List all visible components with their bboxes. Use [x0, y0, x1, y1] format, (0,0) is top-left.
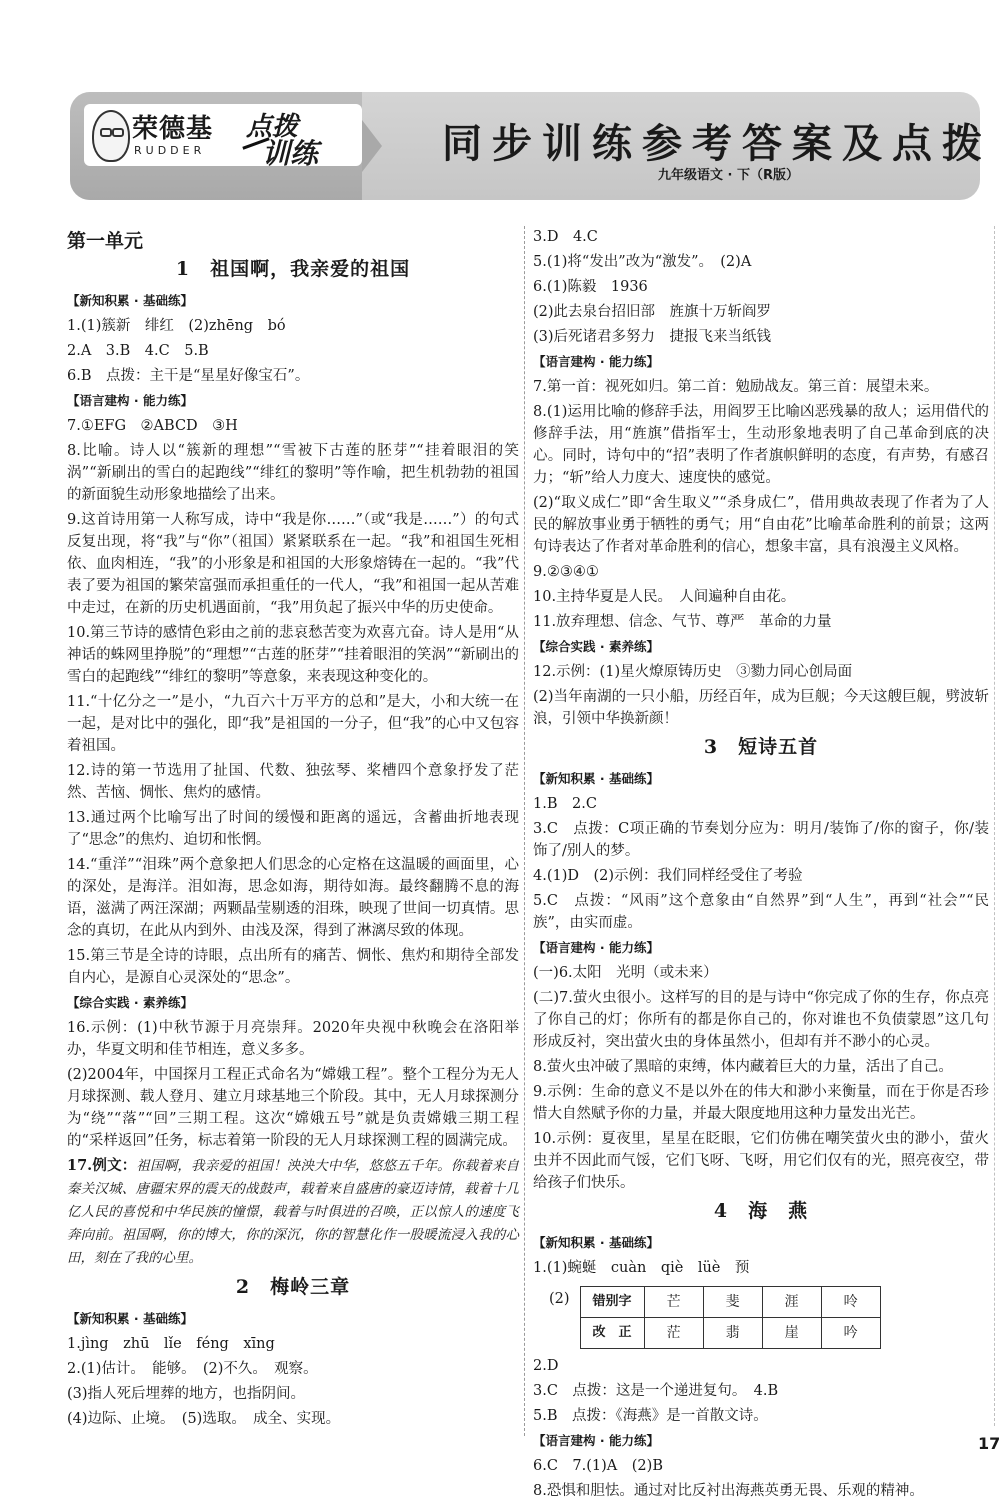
answer-item: 8.(1)运用比喻的修辞手法，用阎罗王比喻凶恶残暴的敌人；运用借代的修辞手法，用“旌旗”借指军士，生动形象地表明了自己革命到底的决心。同时，诗句中的“招”表明了作者旗帜鲜明的态度，有声势，有感召力；“斩”给人力度大、速度快的感觉。	[533, 404, 989, 486]
table-cell: 芒	[644, 1287, 703, 1318]
answer-item: 6.C 7.(1)A (2)B	[533, 1458, 663, 1474]
answer-item: 4.(1)D (2)示例：我们同样经受住了考验	[533, 868, 803, 884]
table-cell: 呤	[821, 1287, 880, 1318]
essay-label: 17.例文：	[67, 1157, 137, 1174]
answer-item: 8.恐惧和胆怯。通过对比反衬出海燕英勇无畏、乐观的精神。	[533, 1483, 924, 1499]
answer-item: 1.(1)蜿蜒 cuàn qiè lüè 预	[533, 1260, 750, 1276]
answer-item: (2)“取义成仁”即“舍生取义”“杀身成仁”，借用典故表现了作者为了人民的解放事业勇于牺牲的勇气；用“自由花”比喻革命胜利的前景；这两句诗表达了作者对革命胜利的信心，想象丰富，具有浪漫主义风格。	[533, 495, 989, 555]
correction-block	[533, 1282, 989, 1355]
answer-item: 6.(1)陈毅 1936	[533, 279, 648, 295]
answer-item: (一)6.太阳 光明（或未来）	[533, 965, 718, 981]
answer-item: 1.(1)簇新 绯红 (2)zhēng bó	[67, 318, 286, 334]
header-banner	[70, 92, 992, 200]
answer-item: 3.D 4.C	[533, 229, 598, 245]
lesson-title: 1 祖国啊，我亲爱的祖国	[175, 258, 411, 280]
table-cell: 崖	[762, 1318, 821, 1349]
answer-item: 10.第三节诗的感情色彩由之前的悲哀愁苦变为欢喜亢奋。诗人是用“从神话的蛛网里挣脱”的“理想”“古莲的胚芽”“挂着眼泪的笑涡”“新刷出的雪白的起跑线”“绯红的黎明”等意象，来表现这种变化的。	[67, 625, 519, 685]
series-name-bottom: 训练	[262, 137, 319, 170]
section-heading: 【综合实践 · 素养练】	[533, 639, 659, 654]
lesson-title: 2 梅岭三章	[235, 1276, 351, 1298]
brand-name-en: RUDDER	[134, 144, 206, 157]
mascot-face-icon	[92, 110, 130, 162]
answer-item: 8.比喻。诗人以“簇新的理想”“雪被下古莲的胚芽”“挂着眼泪的笑涡”“新刷出的雪白的起跑线”“绯红的黎明”等作喻，把生机勃勃的祖国的新面貌生动形象地描绘了出来。	[67, 443, 519, 503]
answer-label: (2)	[549, 1291, 570, 1307]
column-divider	[524, 226, 525, 1436]
table-cell: 涯	[762, 1287, 821, 1318]
table-row	[580, 1287, 880, 1318]
left-column	[67, 226, 519, 1433]
series-name-top: 点拨	[246, 112, 299, 142]
table-row	[580, 1318, 880, 1349]
answer-item: 5.C 点拨：“风雨”这个意象由“自然界”到“人生”，再到“社会”“民族”，由实而虚。	[533, 893, 989, 931]
answer-item: 13.通过两个比喻写出了时间的缓慢和距离的遥远，含蓄曲折地表现了“思念”的焦灼、迫切和怅惘。	[67, 810, 519, 848]
answer-item: 1.B 2.C	[533, 796, 597, 812]
answer-item: 15.第三节是全诗的诗眼，点出所有的痛苦、惆怅、焦灼和期待全部发自内心，是源自心灵深处的“思念”。	[67, 948, 519, 986]
brand-panel	[70, 92, 362, 200]
answer-item: 7.①EFG ②ABCD ③H	[67, 418, 238, 434]
answer-item: 12.示例：(1)星火燎原铸历史 ③勠力同心创局面	[533, 664, 853, 680]
brand-logo	[84, 104, 362, 170]
answer-item: (3)后死诸君多努力 捷报飞来当纸钱	[533, 329, 772, 345]
answer-item: 9.示例：生命的意义不是以外在的伟大和渺小来衡量，而在于你是否珍惜大自然赋予你的力量，并最大限度地用这种力量发出光芒。	[533, 1084, 989, 1122]
lesson-title: 3 短诗五首	[703, 736, 819, 758]
section-heading: 【综合实践 · 素养练】	[67, 995, 193, 1010]
table-cell: 茫	[644, 1318, 703, 1349]
answer-item: 9.②③④①	[533, 564, 599, 580]
answer-item: 2.(1)估计。 能够。 (2)不久。 观察。	[67, 1361, 318, 1377]
answer-item: 11.“十亿分之一”是小，“九百六十万平方的总和”是大，小和大统一在一起，是对比中的强化，即“我”是祖国的一分子，但“我”的心中又包容着祖国。	[67, 694, 519, 754]
answer-item: 3.C 点拨：这是一个递进复句。 4.B	[533, 1383, 779, 1399]
answer-item: 9.这首诗用第一人称写成，诗中“我是你……”（或“我是……”）的句式反复出现，将“我”与“你”（祖国）紧紧联系在一起。“我”和祖国生死相依、血肉相连，“我”的小形象是和祖国的大形象熔铸在一起的。“我”代表了要为祖国的繁荣富强而承担重任的一代人，“我”和祖国一起从苦难中走过，在新的历史机遇面前，“我”用负起了振兴中华的历史使命。	[67, 512, 519, 616]
right-column	[533, 226, 989, 1505]
answer-item: (2)当年南湖的一只小船，历经百年，成为巨舰；今天这艘巨舰，劈波斩浪，引领中华换新颜！	[533, 689, 989, 727]
essay-answer	[67, 1155, 519, 1270]
section-heading: 【语言建构 · 能力练】	[533, 354, 659, 369]
answer-item: 2.A 3.B 4.C 5.B	[67, 343, 209, 359]
table-cell: 改 正	[580, 1318, 644, 1349]
answer-item: 14.“重洋”“泪珠”两个意象把人们思念的心定格在这温暖的画面里，心的深处，是海洋。泪如海，思念如海，期待如海。最终翻腾不息的海语，滋满了两汪深湖；两颗晶莹剔透的泪珠，映现了世间一切真情。思念的真切，在此从内到外、由浅及深，得到了淋漓尽致的体现。	[67, 857, 519, 939]
table-cell: 吟	[821, 1318, 880, 1349]
table-cell: 翡	[703, 1318, 762, 1349]
answer-item: (2)2004年，中国探月工程正式命名为“嫦娥工程”。整个工程分为无人月球探测、载人登月、建立月球基地三个阶段。其中，无人月球探测分为“绕”“落”“回”三期工程。这次“嫦娥五号”就是负责嫦娥三期工程的“采样返回”任务，标志着第一阶段的无人月球探测工程的圆满完成。	[67, 1067, 519, 1149]
section-heading: 【语言建构 · 能力练】	[533, 940, 659, 955]
page-subtitle: 九年级语文 · 下（R版）	[658, 168, 800, 183]
section-heading: 【语言建构 · 能力练】	[533, 1433, 659, 1448]
answer-item: 8.萤火虫冲破了黑暗的束缚，体内藏着巨大的力量，活出了自己。	[533, 1059, 953, 1075]
essay-text: 祖国啊，我亲爱的祖国！泱泱大中华，悠悠五千年。你载着来自秦关汉城、唐疆宋界的震天的战鼓声，载着来自盛唐的豪迈诗情，载着十几亿人民的喜悦和中华民族的憧憬，载着与时俱进的召唤，正以惊人的速度飞奔向前。祖国啊，你的博大，你的深沉，你的智慧化作一股暖流浸入我的心田，刻在了我的心里。	[67, 1158, 519, 1266]
section-heading: 【新知积累 · 基础练】	[533, 1235, 659, 1250]
banner-arrow-icon	[362, 120, 382, 172]
answer-item: (二)7.萤火虫很小。这样写的目的是与诗中“你完成了你的生存，你点亮了你自己的灯；你所有的都是你自己的，你对谁也不负债蒙恩”这几句形成反衬，突出萤火虫的身体虽然小，但却有并不渺小的心灵。	[533, 990, 989, 1050]
answer-item: 12.诗的第一节选用了扯国、代数、独弦琴、桨槽四个意象抒发了茫然、苦恼、惆怅、焦灼的感情。	[67, 763, 519, 801]
answer-item: 10.主持华夏是人民。 人间遍种自由花。	[533, 589, 796, 605]
page-title: 同步训练参考答案及点拨	[442, 120, 992, 167]
answer-item: 2.D	[533, 1358, 559, 1374]
answer-item: 5.(1)将“发出”改为“激发”。 (2)A	[533, 254, 752, 270]
section-heading: 【新知积累 · 基础练】	[67, 293, 193, 308]
answer-item: (3)指人死后埋葬的地方，也指阴间。	[67, 1386, 306, 1402]
table-cell: 斐	[703, 1287, 762, 1318]
answer-item: 16.示例：(1)中秋节源于月亮崇拜。2020年央视中秋晚会在洛阳举办，华夏文明和佳节相连，意义多多。	[67, 1020, 519, 1058]
answer-item: (4)边际、止境。 (5)选取。 成全、实现。	[67, 1411, 341, 1427]
table-cell: 错别字	[580, 1287, 644, 1318]
answer-item: 1.jìng zhū lǐe féng xīng	[67, 1336, 275, 1352]
answer-item: 6.B 点拨：主干是“星星好像宝石”。	[67, 368, 310, 384]
section-heading: 【新知积累 · 基础练】	[533, 771, 659, 786]
correction-table	[580, 1286, 881, 1349]
answer-item: 5.B 点拨：《海燕》是一首散文诗。	[533, 1408, 768, 1424]
unit-title: 第一单元	[67, 230, 144, 252]
lesson-title: 4 海 燕	[713, 1200, 809, 1222]
edge-line	[994, 226, 995, 1426]
brand-name: 荣德基	[132, 114, 214, 144]
answer-item: 3.C 点拨：C项正确的节奏划分应为：明月/装饰了/你的窗子，你/装饰了/别人的梦。	[533, 821, 989, 859]
answer-item: 7.第一首：视死如归。第二首：勉励战友。第三首：展望未来。	[533, 379, 939, 395]
page-number: 17	[978, 1434, 1000, 1453]
answer-item: 10.示例：夏夜里，星星在眨眼，它们仿佛在嘲笑萤火虫的渺小，萤火虫并不因此而气馁，它们飞呀、飞呀，用它们仅有的光，照亮夜空，带给孩子们快乐。	[533, 1131, 989, 1191]
answer-item: (2)此去泉台招旧部 旌旗十万斩阎罗	[533, 304, 772, 320]
answer-item: 11.放弃理想、信念、气节、尊严 革命的力量	[533, 614, 832, 630]
section-heading: 【新知积累 · 基础练】	[67, 1311, 193, 1326]
section-heading: 【语言建构 · 能力练】	[67, 393, 193, 408]
